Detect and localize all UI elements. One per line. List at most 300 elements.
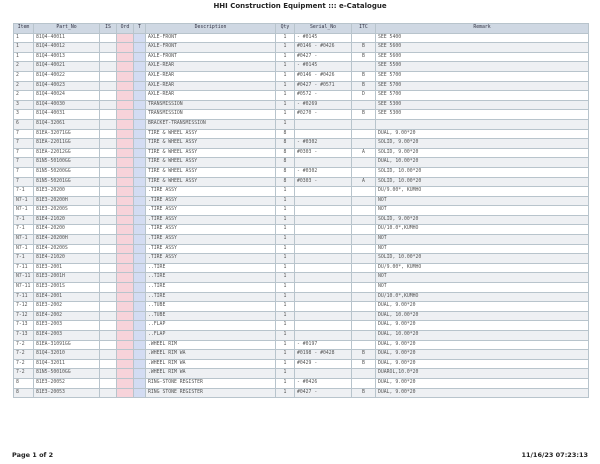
cell-ord [117, 148, 134, 158]
cell-description: AXLE-REAR [146, 81, 276, 91]
cell-t [134, 158, 146, 168]
cell-qty: 1 [276, 206, 295, 216]
cell-description: .WHEEL RIM WA [146, 369, 276, 379]
cell-item: 2 [14, 91, 34, 101]
cell-is [100, 388, 117, 398]
cell-description: .TIRE ASSY [146, 244, 276, 254]
cell-is [100, 52, 117, 62]
cell-description: TIRE & WHEEL ASSY [146, 158, 276, 168]
cell-is [100, 283, 117, 293]
table-row[interactable] [14, 52, 589, 62]
cell-remark: DUAL, 9.00*20 [376, 321, 589, 331]
table-row[interactable] [14, 100, 589, 110]
cell-remark: DUAL, 10.00*20 [376, 311, 589, 321]
cell-description: RING-STONE REGISTER [146, 378, 276, 388]
cell-remark: DUAROL,10.0*20 [376, 369, 589, 379]
cell-qty: 1 [276, 263, 295, 273]
cell-item: 7-1 [14, 225, 34, 235]
cell-item: 3 [14, 100, 34, 110]
table-row[interactable] [14, 91, 589, 101]
cell-item: 1 [14, 43, 34, 53]
cell-serial-no [295, 235, 352, 245]
cell-serial-no: - #0302 [295, 139, 352, 149]
cell-itc [352, 302, 376, 312]
cell-is [100, 359, 117, 369]
cell-ord [117, 110, 134, 120]
cell-ord [117, 273, 134, 283]
cell-is [100, 244, 117, 254]
cell-ord [117, 215, 134, 225]
cell-item: N7-1 [14, 196, 34, 206]
cell-ord [117, 167, 134, 177]
cell-part-no: 81N5-50010GG [34, 369, 100, 379]
cell-serial-no [295, 311, 352, 321]
cell-description: TIRE & WHEEL ASSY [146, 139, 276, 149]
table-row[interactable] [14, 139, 589, 149]
table-row[interactable] [14, 129, 589, 139]
cell-description: .TIRE ASSY [146, 235, 276, 245]
cell-is [100, 215, 117, 225]
cell-t [134, 340, 146, 350]
cell-remark: DUAL, 9.00*20 [376, 350, 589, 360]
cell-remark: SEE 5500 [376, 62, 589, 72]
cell-t [134, 119, 146, 129]
cell-itc [352, 263, 376, 273]
cell-is [100, 119, 117, 129]
cell-item: 3 [14, 110, 34, 120]
cell-serial-no [295, 225, 352, 235]
cell-serial-no [295, 158, 352, 168]
cell-itc [352, 119, 376, 129]
table-row[interactable] [14, 167, 589, 177]
cell-t [134, 52, 146, 62]
cell-part-no: 81E3-2002 [34, 302, 100, 312]
column-header-description: Description [146, 24, 276, 34]
cell-description: .WHEEL RIM WA [146, 350, 276, 360]
cell-description: ..TIRE [146, 283, 276, 293]
cell-item: N7-11 [14, 283, 34, 293]
cell-is [100, 43, 117, 53]
table-row[interactable] [14, 340, 589, 350]
table-row[interactable] [14, 331, 589, 341]
table-row[interactable] [14, 43, 589, 53]
cell-qty: 1 [276, 196, 295, 206]
cell-description: ..TUBE [146, 311, 276, 321]
cell-description: TRANSMISSION [146, 100, 276, 110]
cell-item: 7-2 [14, 369, 34, 379]
cell-description: .TIRE ASSY [146, 187, 276, 197]
cell-is [100, 196, 117, 206]
cell-ord [117, 119, 134, 129]
cell-itc [352, 292, 376, 302]
cell-is [100, 331, 117, 341]
cell-t [134, 378, 146, 388]
cell-itc [352, 158, 376, 168]
cell-is [100, 177, 117, 187]
cell-description: TIRE & WHEEL ASSY [146, 167, 276, 177]
cell-serial-no [295, 273, 352, 283]
cell-is [100, 273, 117, 283]
cell-item: 7-13 [14, 321, 34, 331]
table-row[interactable] [14, 283, 589, 293]
cell-serial-no: #0198 - #0428 [295, 350, 352, 360]
cell-item: N7-1 [14, 244, 34, 254]
cell-ord [117, 177, 134, 187]
cell-remark: SEE 5600 [376, 43, 589, 53]
table-row[interactable] [14, 177, 589, 187]
cell-qty: 1 [276, 244, 295, 254]
cell-t [134, 311, 146, 321]
cell-is [100, 81, 117, 91]
cell-remark: NOT [376, 196, 589, 206]
cell-ord [117, 321, 134, 331]
table-row[interactable] [14, 378, 589, 388]
cell-item: 1 [14, 33, 34, 43]
cell-is [100, 369, 117, 379]
cell-t [134, 33, 146, 43]
cell-qty: 1 [276, 388, 295, 398]
cell-description: .TIRE ASSY [146, 254, 276, 264]
cell-description: ..TIRE [146, 273, 276, 283]
cell-t [134, 388, 146, 398]
table-row[interactable] [14, 369, 589, 379]
cell-itc [352, 283, 376, 293]
table-row[interactable] [14, 62, 589, 72]
cell-serial-no [295, 283, 352, 293]
cell-serial-no: - #0302 [295, 167, 352, 177]
cell-t [134, 244, 146, 254]
cell-serial-no: #0427 - [295, 388, 352, 398]
table-row[interactable] [14, 206, 589, 216]
cell-part-no: 81Q4-40030 [34, 100, 100, 110]
cell-serial-no [295, 292, 352, 302]
cell-remark: SEE 5400 [376, 33, 589, 43]
cell-part-no: 81Q4-40013 [34, 52, 100, 62]
cell-is [100, 62, 117, 72]
cell-part-no: 81E4-20200S [34, 244, 100, 254]
cell-description: .TIRE ASSY [146, 225, 276, 235]
cell-remark: SEE 5300 [376, 110, 589, 120]
cell-t [134, 359, 146, 369]
cell-t [134, 91, 146, 101]
cell-part-no: 81E3-2001H [34, 273, 100, 283]
cell-description: ..FLAP [146, 321, 276, 331]
cell-is [100, 225, 117, 235]
cell-itc: B [352, 359, 376, 369]
cell-t [134, 196, 146, 206]
cell-ord [117, 378, 134, 388]
cell-item: 7 [14, 177, 34, 187]
cell-t [134, 81, 146, 91]
cell-remark: DUAL, 9.00*20 [376, 388, 589, 398]
cell-description: TRANSMISSION [146, 110, 276, 120]
cell-t [134, 148, 146, 158]
cell-item: 2 [14, 62, 34, 72]
cell-serial-no: #0270 - [295, 110, 352, 120]
cell-description: ..TIRE [146, 292, 276, 302]
cell-remark: DUAL, 9.00*20 [376, 129, 589, 139]
cell-serial-no: #0427 - #0571 [295, 81, 352, 91]
cell-qty: 1 [276, 119, 295, 129]
cell-description: .TIRE ASSY [146, 206, 276, 216]
cell-serial-no: #0572 - [295, 91, 352, 101]
cell-qty: 1 [276, 100, 295, 110]
cell-remark: SEE 5600 [376, 52, 589, 62]
cell-itc: B [352, 71, 376, 81]
cell-part-no: 81Q4-40012 [34, 43, 100, 53]
table-row[interactable] [14, 263, 589, 273]
cell-qty: 1 [276, 215, 295, 225]
cell-remark: DUAL, 9.00*20 [376, 302, 589, 312]
cell-qty: 1 [276, 321, 295, 331]
cell-qty: 1 [276, 378, 295, 388]
cell-is [100, 129, 117, 139]
cell-remark: DU/10.0*,KUMHO [376, 225, 589, 235]
table-row[interactable] [14, 350, 589, 360]
table-row[interactable] [14, 81, 589, 91]
page-title: HHI Construction Equipment ::: e-Catalogue [213, 2, 387, 10]
cell-itc: A [352, 148, 376, 158]
cell-description: AXLE-REAR [146, 62, 276, 72]
cell-serial-no [295, 206, 352, 216]
cell-part-no: 81Q4-40024 [34, 91, 100, 101]
cell-serial-no: #0146 - #0426 [295, 71, 352, 81]
cell-t [134, 206, 146, 216]
cell-item: 1 [14, 52, 34, 62]
cell-remark: SEE 5700 [376, 71, 589, 81]
cell-remark: DU/10.0*,KUMHO [376, 292, 589, 302]
cell-remark: NOT [376, 273, 589, 283]
table-row[interactable] [14, 71, 589, 81]
table-row[interactable] [14, 148, 589, 158]
cell-remark: SEE 5300 [376, 100, 589, 110]
cell-part-no: 81E4-20200H [34, 235, 100, 245]
cell-serial-no: #0427 - [295, 52, 352, 62]
cell-qty: 1 [276, 52, 295, 62]
cell-item: 7-2 [14, 340, 34, 350]
cell-itc: B [352, 350, 376, 360]
cell-ord [117, 388, 134, 398]
table-row[interactable] [14, 254, 589, 264]
table-row[interactable] [14, 388, 589, 398]
cell-itc [352, 139, 376, 149]
cell-is [100, 263, 117, 273]
column-header-is: IS [100, 24, 117, 34]
cell-itc: B [352, 110, 376, 120]
cell-serial-no: #0429 - [295, 359, 352, 369]
cell-item: 7-2 [14, 359, 34, 369]
cell-qty: 1 [276, 350, 295, 360]
cell-qty: 1 [276, 273, 295, 283]
cell-itc: B [352, 43, 376, 53]
cell-serial-no [295, 321, 352, 331]
cell-itc [352, 206, 376, 216]
cell-is [100, 100, 117, 110]
cell-qty: 1 [276, 369, 295, 379]
cell-is [100, 167, 117, 177]
cell-description: AXLE-FRONT [146, 33, 276, 43]
cell-part-no: 81Q4-40021 [34, 62, 100, 72]
cell-description: AXLE-FRONT [146, 43, 276, 53]
cell-qty: 1 [276, 292, 295, 302]
cell-part-no: 81Q4-40011 [34, 33, 100, 43]
cell-itc: B [352, 388, 376, 398]
column-header-item: Item [14, 24, 34, 34]
cell-item: 7-2 [14, 350, 34, 360]
cell-item: 7 [14, 158, 34, 168]
cell-itc [352, 331, 376, 341]
cell-description: AXLE-REAR [146, 91, 276, 101]
table-row[interactable] [14, 359, 589, 369]
table-row[interactable] [14, 292, 589, 302]
cell-t [134, 215, 146, 225]
table-row[interactable] [14, 321, 589, 331]
cell-ord [117, 81, 134, 91]
cell-itc [352, 187, 376, 197]
cell-itc [352, 340, 376, 350]
cell-remark: DUAL, 9.00*20 [376, 359, 589, 369]
cell-qty: 8 [276, 177, 295, 187]
cell-is [100, 206, 117, 216]
table-row[interactable] [14, 187, 589, 197]
cell-ord [117, 359, 134, 369]
cell-ord [117, 331, 134, 341]
cell-is [100, 187, 117, 197]
cell-t [134, 129, 146, 139]
cell-itc [352, 369, 376, 379]
cell-ord [117, 43, 134, 53]
cell-ord [117, 350, 134, 360]
cell-part-no: 81E3-2003 [34, 321, 100, 331]
page-indicator: Page 1 of 2 [12, 451, 54, 459]
cell-part-no: 81E3-2001S [34, 283, 100, 293]
cell-is [100, 292, 117, 302]
cell-t [134, 283, 146, 293]
cell-t [134, 100, 146, 110]
cell-item: 7-1 [14, 254, 34, 264]
table-row[interactable] [14, 273, 589, 283]
cell-serial-no: - #0426 [295, 378, 352, 388]
cell-itc [352, 273, 376, 283]
cell-t [134, 254, 146, 264]
cell-serial-no [295, 196, 352, 206]
cell-serial-no: - #0197 [295, 340, 352, 350]
cell-t [134, 273, 146, 283]
cell-is [100, 311, 117, 321]
cell-qty: 1 [276, 331, 295, 341]
cell-part-no: 81EA-22011GG [34, 139, 100, 149]
cell-t [134, 110, 146, 120]
cell-itc: B [352, 81, 376, 91]
cell-part-no: 81E3-20200S [34, 206, 100, 216]
cell-description: BRACKET-TRANSMISSION [146, 119, 276, 129]
parts-table [13, 23, 589, 398]
cell-part-no: 81Q4-40022 [34, 71, 100, 81]
table-row[interactable] [14, 302, 589, 312]
table-row[interactable] [14, 110, 589, 120]
cell-is [100, 158, 117, 168]
cell-item: 2 [14, 81, 34, 91]
cell-qty: 1 [276, 62, 295, 72]
cell-is [100, 378, 117, 388]
table-row[interactable] [14, 215, 589, 225]
table-row[interactable] [14, 244, 589, 254]
cell-description: RING STONE REGISTER [146, 388, 276, 398]
cell-serial-no: - #0269 [295, 100, 352, 110]
cell-is [100, 139, 117, 149]
table-row[interactable] [14, 119, 589, 129]
cell-qty: 1 [276, 110, 295, 120]
cell-itc [352, 311, 376, 321]
cell-serial-no [295, 244, 352, 254]
cell-qty: 8 [276, 129, 295, 139]
cell-description: ..FLAP [146, 331, 276, 341]
cell-itc [352, 100, 376, 110]
cell-description: .TIRE ASSY [146, 196, 276, 206]
cell-itc [352, 378, 376, 388]
cell-serial-no: #0303 - [295, 177, 352, 187]
cell-remark: SOLID, 9.00*20 [376, 215, 589, 225]
cell-item: 7 [14, 148, 34, 158]
cell-part-no: 81Q4-40023 [34, 81, 100, 91]
cell-ord [117, 244, 134, 254]
cell-qty: 1 [276, 43, 295, 53]
cell-ord [117, 129, 134, 139]
cell-ord [117, 187, 134, 197]
cell-part-no: 81EA-32071GG [34, 129, 100, 139]
cell-qty: 1 [276, 283, 295, 293]
cell-remark: SOLID, 10.00*20 [376, 167, 589, 177]
cell-remark: DUAL, 9.00*20 [376, 340, 589, 350]
cell-qty: 1 [276, 71, 295, 81]
cell-remark: NOT [376, 235, 589, 245]
cell-itc [352, 225, 376, 235]
cell-qty: 1 [276, 359, 295, 369]
cell-qty: 1 [276, 81, 295, 91]
cell-description: ..TUBE [146, 302, 276, 312]
cell-itc [352, 196, 376, 206]
cell-item: 7-11 [14, 292, 34, 302]
cell-is [100, 110, 117, 120]
cell-ord [117, 263, 134, 273]
cell-part-no: 81Q4-32010 [34, 350, 100, 360]
cell-item: 7-13 [14, 331, 34, 341]
table-row[interactable] [14, 33, 589, 43]
cell-part-no: 81E4-20200 [34, 225, 100, 235]
column-header-remark: Remark [376, 24, 589, 34]
cell-itc [352, 235, 376, 245]
table-row[interactable] [14, 158, 589, 168]
cell-description: TIRE & WHEEL ASSY [146, 129, 276, 139]
cell-t [134, 177, 146, 187]
cell-ord [117, 225, 134, 235]
cell-item: 7-12 [14, 311, 34, 321]
table-row[interactable] [14, 196, 589, 206]
cell-description: .WHEEL RIM WA [146, 359, 276, 369]
cell-ord [117, 254, 134, 264]
cell-t [134, 167, 146, 177]
cell-ord [117, 302, 134, 312]
table-row[interactable] [14, 311, 589, 321]
cell-description: ..TIRE [146, 263, 276, 273]
table-row[interactable] [14, 225, 589, 235]
table-row[interactable] [14, 235, 589, 245]
column-header-part-no: Part_No [34, 24, 100, 34]
cell-is [100, 71, 117, 81]
cell-remark: DU/9.00*, KUMHO [376, 187, 589, 197]
cell-t [134, 263, 146, 273]
cell-qty: 8 [276, 167, 295, 177]
